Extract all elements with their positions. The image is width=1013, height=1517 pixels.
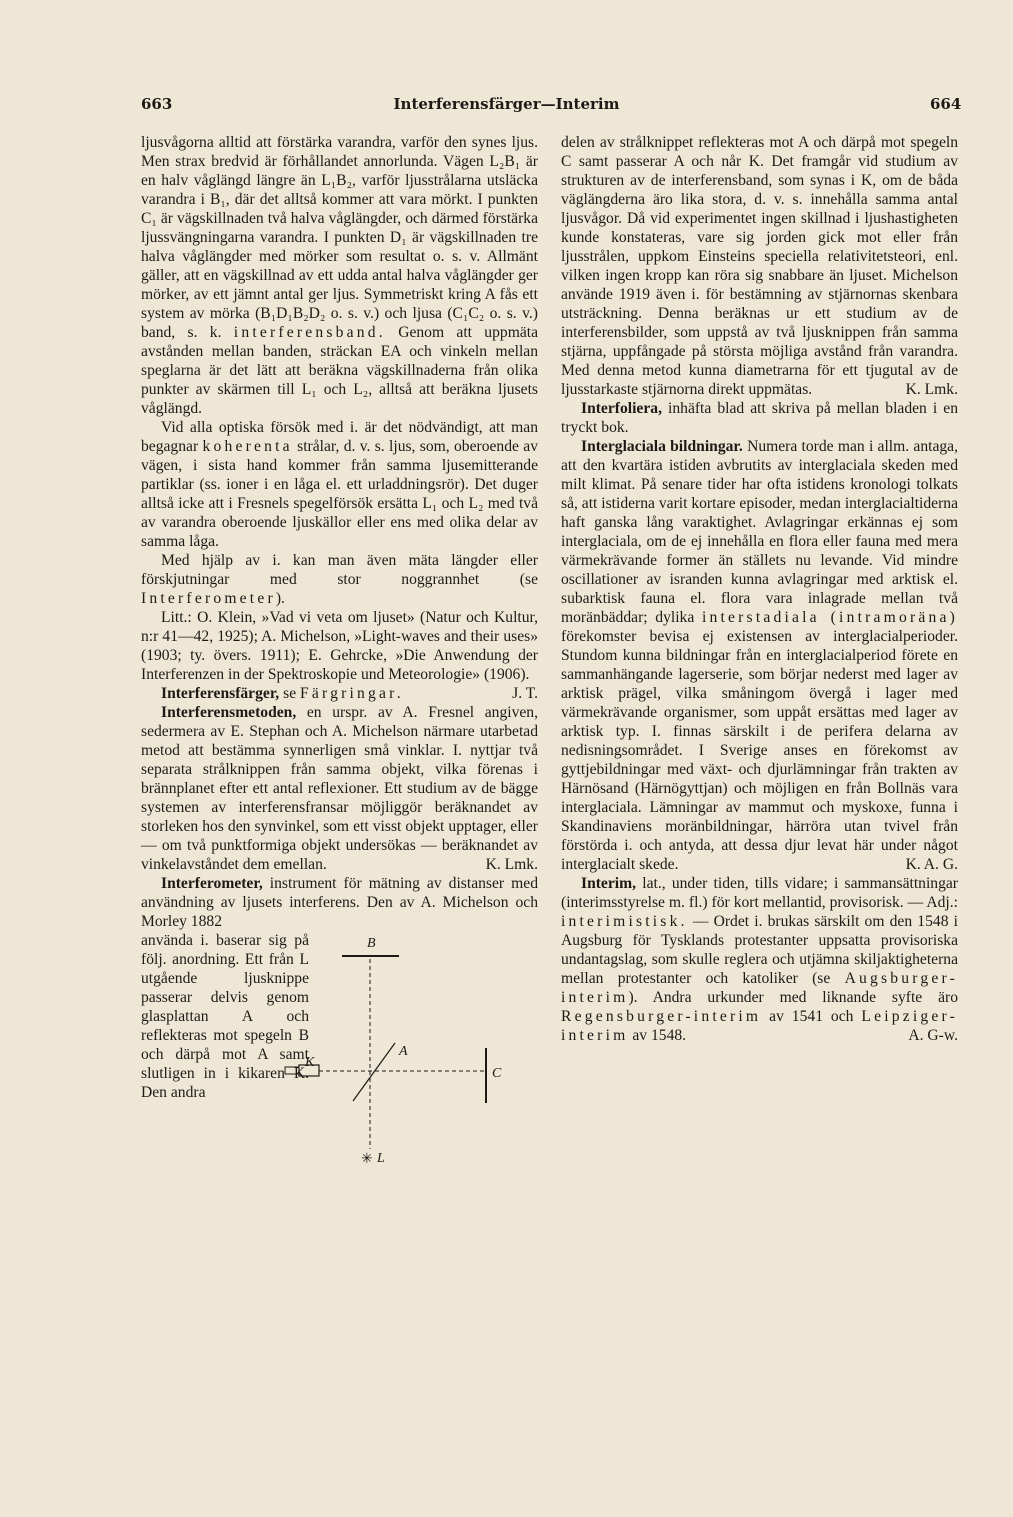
- author-signature: K. A. G.: [905, 856, 958, 873]
- term: koherenta: [202, 438, 293, 455]
- term: interstadiala (intramoräna): [701, 609, 958, 626]
- entry-interferometer: Interferometer, instrument för mätning av distanser med användning av ljusets interferens. Den av A. Michelson och Morley 1882: [141, 875, 538, 930]
- figure-block: [141, 931, 538, 1171]
- label-c: C: [492, 1066, 502, 1081]
- label-a: A: [399, 1044, 408, 1059]
- entry-interglaciala-bildningar: Interglaciala bildningar. Numera torde man i allm. antaga, att den kvartära istiden avbrutits av interglaciala skeden med milt klimat. På senare tider har ofta istidens kronologi tolkats så, att istiderna varit kortare episoder, medan interglacialtiderna haft ganska lång varaktighet. Avlagringar erkännas ej som interglaciala, om de ej innehålla en flora eller fauna med mera värmekrävande former än ställets nu levande. Vid mindre oscillationer av isranden kunna avlagringar med arktisk el. subarktisk fauna el. flora vara inlagrade mellan två moränbäddar; dylika interstadiala (intramoräna) förekomster bevisa ej existensen av interglacialperioder. Stundom kunna bildningar från en interglacialperiod förete en sammanhängande lagerserie, som börjar nederst med lager av arktisk prägel, vilka småningom övergå i lager med värmekrävande organismer, som uppåt ersättas med lager av arktisk typ. I. finnas särskilt i de perifera delarna av nedisningsområdet. I Sverige anses en förekomst av gyttjebildningar med växt- och djurlämningar från trakten av Härnösand (Härnögyttjan) och möjligen en från Bollnäs vara interglaciala. Lämningar av mammut och myskoxe, funna i Skandinaviens moränbildningar, härröra utan tvivel från förstörda i. och antyda, att dessa djur levat här under något interglacialt skede. K. A. G.: [561, 438, 959, 873]
- figure-side-text: använda i. baserar sig på följ. anordning. Ett från L utgående ljusknippe passerar delvis genom glasplattan A och reflekteras mot spegeln B och därpå mot A samt slutligen in i kikaren K. Den andra: [141, 932, 309, 1101]
- page-number-right: 664: [930, 95, 962, 113]
- running-title: Interferensfärger—Interim: [393, 95, 620, 113]
- entry-headword: Interfoliera,: [581, 400, 662, 417]
- glass-plate-a: [353, 1043, 395, 1101]
- cross-reference: Färgringar.: [300, 685, 404, 702]
- term: Leipziger-interim: [561, 1008, 958, 1044]
- author-signature: K. Lmk.: [905, 381, 958, 398]
- label-k: K: [305, 1055, 315, 1070]
- right-column: [561, 133, 958, 1045]
- entry-interim: Interim, lat., under tiden, tills vidare; i sammansättningar (interimsstyrelse m. fl.) för kort mellantid, provisorisk. — Adj.: interimistisk. — Ordet i. brukas särskilt om den 1548 i Augsburg för Tysklands protestanter uppsatta provisoriska undantagslag, som skulle reglera och utjämna skiljaktigheterna mellan protestanter och katoliker (se Augsburger-interim). Andra urkunder med liknande syfte äro Regensburger-interim av 1541 och Leipziger-interim av 1548. A. G-w.: [561, 875, 959, 1044]
- paragraph: delen av strålknippet reflekteras mot A och därpå mot spegeln C samt passerar A och når K. Det framgår vid studium av strukturen av de interferensband, som synas i K, om de båda väglängderna äro lika stora, d. v. s. innehålla samma antal ljusvågor. Då vid experimentet ingen skillnad i ljushastigheten kunde konstateras, vare sig jorden gick mot eller från ljusstrålen, uppkom Einsteins speciella relativitetsteori, enl. vilken ingen kropp kan röra sig snabbare än ljuset. Michelson använde 1919 även i. för bestämning av stjärnornas skenbara utsträckning. Denna beräknas ur ett studium av de interferensbilder, som uppstå av två ljusknippen från samma stjärna, uppfångade på största möjliga avstånd från varandra. Med denna metod kunna diametrarna för ett tjugutal av de ljusstarkaste stjärnorna direkt uppmätas. K. Lmk.: [561, 134, 958, 398]
- light-source-icon: ✳: [361, 1152, 373, 1167]
- term: interferensband.: [233, 324, 386, 341]
- left-column: [141, 133, 538, 1171]
- label-l: L: [377, 1151, 385, 1166]
- entry-interfoliera: Interfoliera, inhäfta blad att skriva på mellan bladen i en tryckt bok.: [561, 400, 958, 436]
- page-number-left: 663: [141, 95, 173, 113]
- entry-headword: Interim,: [581, 875, 636, 892]
- literature-paragraph: Litt.: O. Klein, »Vad vi veta om ljuset» (Natur och Kultur, n:r 41—42, 1925); A. Michelson, »Light-waves and their uses» (1903; ty. övers. 1911); E. Gehrcke, »Die Anwendung der Interferenzen in der Spektroskopie und Meteorologie» (1906). J. T.: [141, 609, 538, 702]
- term: Regensburger-interim: [561, 1008, 762, 1025]
- label-b: B: [367, 936, 376, 951]
- entry-interferensmetoden: Interferensmetoden, en urspr. av A. Fresnel angiven, sedermera av E. Stephan och A. Michelson närmare utarbetad metod att bestämma synnerligen små vinklar. I. nyttjar två separata strålknippen från samma objekt, vilka förenas i brännplanet efter ett antal reflexioner. Ett studium av de bägge systemen av interferensfransar möjliggör beräknandet av storleken hos den synvinkel, som ett visst objekt upptager, eller — om två punktformiga objekt undersökas — beräknandet av vinkelavståndet dem emellan. K. Lmk.: [141, 704, 538, 873]
- author-signature: K. Lmk.: [485, 856, 538, 873]
- entry-headword: Interferensfärger,: [161, 685, 280, 702]
- interferometer-diagram: [305, 931, 538, 1171]
- entry-interferensfarger: Interferensfärger, se Färgringar.: [161, 685, 404, 702]
- paragraph: Med hjälp av i. kan man även mäta längder eller förskjutningar med stor noggrannhet (se Interferometer).: [141, 552, 538, 607]
- author-signature: J. T.: [512, 685, 538, 702]
- author-signature: A. G-w.: [908, 1027, 958, 1044]
- paragraph: Vid alla optiska försök med i. är det nödvändigt, att man begagnar koherenta strålar, d. v. s. ljus, som, oberoende av vägen, i sista hand kommer från samma ljusemitterande partiklar (ss. ioner i en låga el. ett urladdningsrör). Det duger alltså icke att i Fresnels spegelförsök ersätta L₁ och L₂ med två av varandra oberoende ljuskällor eller ens med olika delar av samma låga.: [141, 419, 539, 550]
- entry-headword: Interferensmetoden,: [161, 704, 297, 721]
- cross-reference: Augsburger-interim: [561, 970, 958, 1006]
- term: interimistisk.: [561, 913, 688, 930]
- entry-headword: Interferometer,: [161, 875, 263, 892]
- entry-headword: Interglaciala bildningar.: [581, 438, 743, 455]
- paragraph: ljusvågorna alltid att förstärka varandra, varför den synes ljus. Men strax bredvid är förhållandet annorlunda. Vägen L₂B₁ är en halv våglängd längre än L₁B₂, varför ljusstrålarna utsläcka varandra i B₁, där det alltså kommer att vara mörkt. I punkten C₁ är vägskillnaden två halva våglängder, och därmed förstärka ljussvängningarna varandra. I punkten D₁ är vägskillnaden tre halva våglängder med mörker som resultat o. s. v. Allmänt gäller, att en vägskillnad av ett udda antal halva våglängder ger mörker, av ett jämnt antal ger ljus. Symmetriskt kring A fås ett system av mörka (B₁D₁B₂D₂ o. s. v.) och ljusa (C₁C₂ o. s. v.) band, s. k. interferensband. Genom att uppmäta avstånden mellan banden, sträckan EA och vinkeln mellan speglarna är det lätt att beräkna vägskillnaderna från olika punkter av skärmen till L₁ och L₂, alltså att beräkna ljusets våglängd.: [141, 134, 538, 417]
- cross-reference: Interferometer: [141, 590, 276, 607]
